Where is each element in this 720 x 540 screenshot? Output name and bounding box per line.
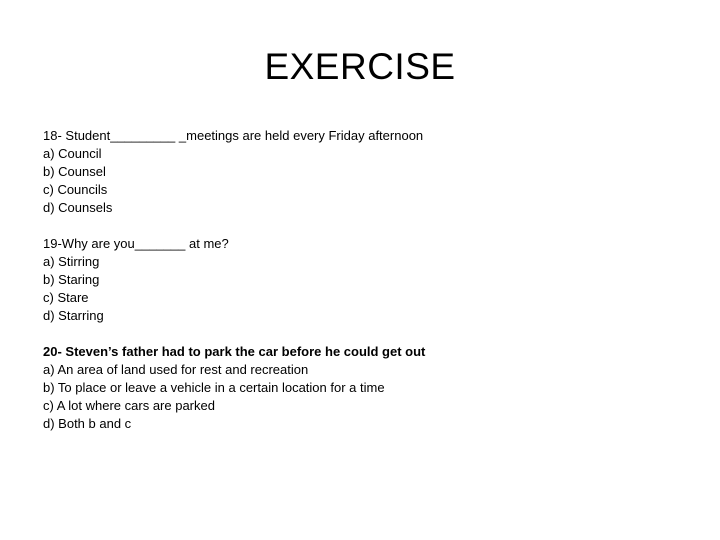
option-b: b) Staring	[43, 272, 100, 287]
question-20	[43, 343, 683, 433]
question-19	[43, 235, 683, 325]
question-number: 19-	[43, 236, 62, 251]
question-18	[43, 127, 683, 217]
question-text: Student_________ _meetings are held every Friday afternoon	[65, 128, 424, 143]
option-a: a) Council	[43, 146, 102, 161]
question-number: 18-	[43, 128, 66, 143]
option-b: b) To place or leave a vehicle in a certain location for a time	[43, 380, 385, 395]
question-stem	[43, 127, 683, 145]
option-d: d) Counsels	[43, 200, 113, 215]
option-d: d) Both b and c	[43, 416, 132, 431]
page-title: EXERCISE	[264, 46, 456, 87]
question-number: 20-	[43, 344, 66, 359]
option-a: a) An area of land used for rest and recreation	[43, 362, 309, 377]
exercise-content	[43, 127, 683, 451]
question-text: Why are you_______ at me?	[61, 236, 229, 251]
option-c: c) A lot where cars are parked	[43, 398, 215, 413]
question-text: Steven’s father had to park the car before he could get out	[65, 344, 426, 359]
option-d: d) Starring	[43, 308, 104, 323]
option-a: a) Stirring	[43, 254, 100, 269]
question-stem	[43, 343, 683, 361]
question-stem	[43, 235, 683, 253]
option-c: c) Stare	[43, 290, 89, 305]
option-c: c) Councils	[43, 182, 108, 197]
option-b: b) Counsel	[43, 164, 106, 179]
